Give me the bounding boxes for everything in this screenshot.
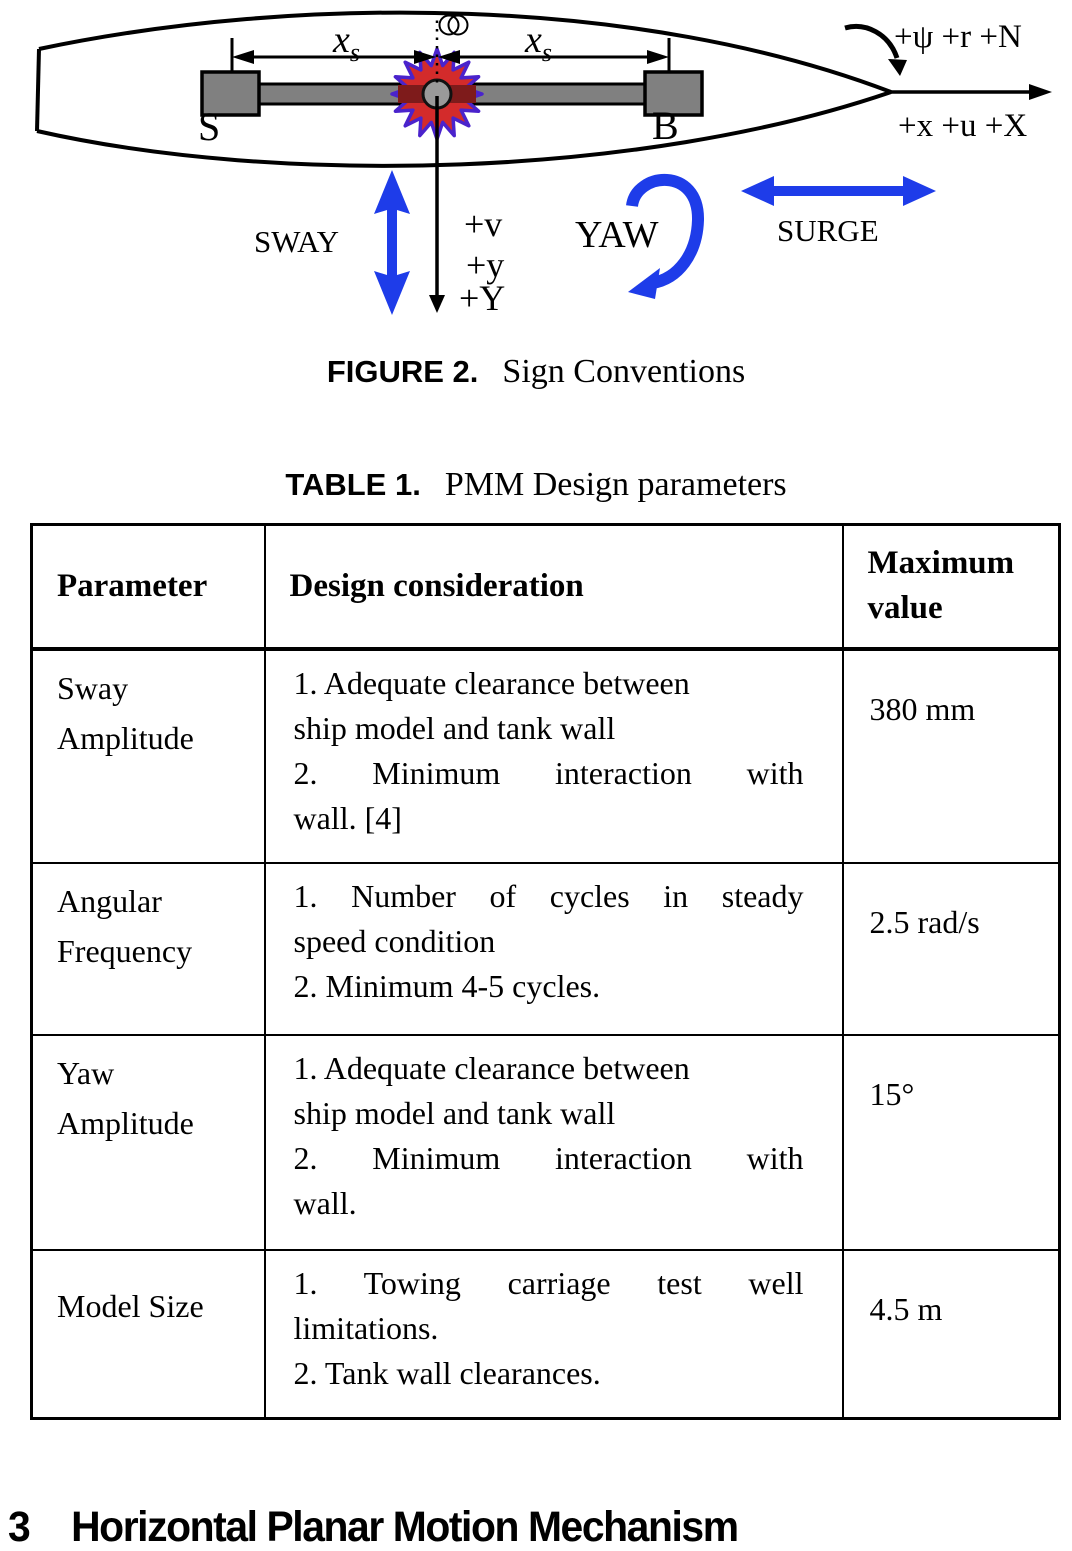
surge-axis-arrow (891, 84, 1052, 100)
block-b-label: B (652, 103, 679, 148)
consideration-angular-frequency: 1. Number of cycles in steady speed condition 2. Minimum 4-5 cycles. (265, 863, 843, 1035)
section-number: 3 (8, 1503, 30, 1551)
table-row (32, 1035, 1060, 1250)
pmm-design-parameters-table (30, 523, 1061, 1420)
midship-symbol-icon (440, 16, 468, 35)
figure-caption (0, 353, 1072, 391)
section-heading (8, 1504, 738, 1550)
block-s-label: S (198, 104, 221, 149)
param-angular-frequency: Angular Frequency (32, 863, 265, 1035)
consideration-sway-amplitude: 1. Adequate clearance between ship model and tank wall 2. Minimum interaction with wall. [4] (265, 649, 843, 863)
sway-axis-y-label: +y (466, 245, 505, 285)
sway-motion-label: SWAY (254, 224, 339, 259)
sign-conventions-diagram (0, 0, 1072, 345)
header-parameter: Parameter (32, 525, 265, 649)
max-value-yaw-amplitude: 15° (843, 1035, 1060, 1250)
section-title: Horizontal Planar Motion Mechanism (71, 1503, 738, 1551)
surge-axis-labels: +x +u +X (898, 108, 1028, 144)
xs-label-right: $x_s$ (525, 19, 552, 67)
surge-motion-label: SURGE (777, 213, 879, 248)
max-value-sway-amplitude: 380 mm (843, 649, 1060, 863)
param-sway-amplitude: Sway Amplitude (32, 649, 265, 863)
figure-caption-text: Sign Conventions (502, 353, 746, 390)
table-row (32, 649, 1060, 863)
param-yaw-amplitude: Yaw Amplitude (32, 1035, 265, 1250)
table-caption-label: TABLE 1. (285, 467, 421, 502)
sway-axis-v-label: +v (464, 204, 503, 244)
xs-dimension-right (438, 38, 669, 73)
yaw-axis-labels: +ψ +r +N (894, 19, 1022, 55)
header-design-consideration: Design consideration (265, 525, 843, 649)
header-maximum-value: Maximum value (843, 525, 1060, 649)
table-caption (0, 466, 1072, 504)
sway-arrow (374, 170, 410, 315)
consideration-yaw-amplitude: 1. Adequate clearance between ship model and tank wall 2. Minimum interaction with wall. (265, 1035, 843, 1250)
table-row (32, 1250, 1060, 1419)
sway-axis-Y-label: +Y (459, 278, 506, 318)
xs-label-left: $x_s$ (333, 19, 360, 67)
yaw-motion-label: YAW (575, 214, 659, 256)
table-header-row (32, 525, 1060, 649)
hull-stern-edge (37, 49, 39, 131)
max-value-model-size: 4.5 m (843, 1250, 1060, 1419)
table-caption-text: PMM Design parameters (444, 466, 787, 503)
consideration-model-size: 1. Towing carriage test well limitations. 2. Tank wall clearances. (265, 1250, 843, 1419)
table-row (32, 863, 1060, 1035)
surge-motion-arrow (741, 176, 936, 206)
param-model-size: Model Size (32, 1250, 265, 1419)
sway-axis-arrow (429, 96, 445, 313)
max-value-angular-frequency: 2.5 rad/s (843, 863, 1060, 1035)
figure-caption-label: FIGURE 2. (326, 354, 479, 389)
sign-conventions-figure (0, 0, 1072, 345)
